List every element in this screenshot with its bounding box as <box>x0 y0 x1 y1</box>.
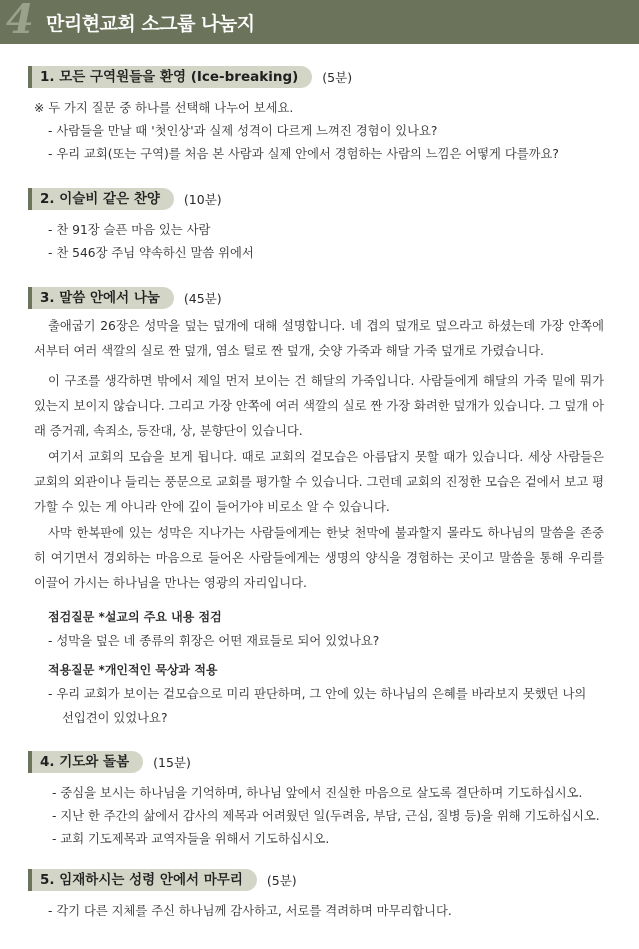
section-1-heading <box>28 66 352 88</box>
list-item: - 중심을 보시는 하나님을 기억하며, 하나님 앞에서 진실한 마음으로 살도록 결단하며 기도하십시오. <box>52 786 583 800</box>
body-paragraph: 여기서 교회의 모습을 보게 됩니다. 때로 교회의 겉모습은 아름답지 못할 때가 있습니다. 세상 사람들은 교회의 외관이나 들리는 풍문으로 교회를 평가할 수 있습니다. 그런데 교회의 진정한 모습은 겉에서 보고 평가할 수 있는 게 아니라 안에 깊이 들어가야 비로소 알 수 있습니다. <box>34 450 604 514</box>
section-title: 2. 이슬비 같은 찬양 <box>28 188 174 210</box>
list-item: - 지난 한 주간의 삶에서 감사의 제목과 어려웠던 일(두려움, 부담, 근심, 질병 등)을 위해 기도하십시오. <box>52 809 600 823</box>
section-title: 3. 말씀 안에서 나눔 <box>28 287 174 309</box>
page-title: 만리현교회 소그룹 나눔지 <box>46 13 255 35</box>
apply-question-title: 적용질문 *개인적인 묵상과 적용 <box>48 663 218 677</box>
section-title: 4. 기도와 돌봄 <box>28 751 143 773</box>
section-duration: (15분) <box>153 755 191 770</box>
list-item: - 교회 기도제목과 교역자들을 위해서 기도하십시오. <box>52 832 330 846</box>
section-duration: (10분) <box>183 192 222 207</box>
section-title: 5. 임재하시는 성령 안에서 마무리 <box>28 869 257 891</box>
section-duration: (5분) <box>266 873 297 888</box>
list-item: - 찬 91장 슬픈 마음 있는 사람 <box>48 223 211 237</box>
list-item: - 찬 546장 주님 약속하신 말씀 위에서 <box>48 246 254 260</box>
list-item: ※ 두 가지 질문 중 하나를 선택해 나누어 보세요. <box>34 101 294 115</box>
body-paragraph: 출애굽기 26장은 성막을 덮는 덮개에 대해 설명합니다. 네 겹의 덮개로 덮으라고 하셨는데 가장 안쪽에서부터 여러 색깔의 실로 짠 덮개, 염소 털로 짠 덮개, 숫양 가죽과 해달 가죽 덮개로 가렸습니다. <box>34 319 604 358</box>
section-5-heading <box>28 869 297 891</box>
page-header <box>0 0 639 44</box>
body-paragraph: 사막 한복판에 있는 성막은 지나가는 사람들에게는 한낮 천막에 불과할지 몰라도 하나님의 말씀을 존중히 여기면서 경외하는 마음으로 들어온 사람들에게는 생명의 양식을 경험하는 곳이고 말씀을 통해 우리를 이끌어 가시는 하나님을 만나는 영광의 자리입니다. <box>34 526 604 590</box>
section-title: 1. 모든 구역원들을 환영 (Ice-breaking) <box>28 66 312 88</box>
section-duration: (5분) <box>322 70 353 85</box>
section-3-heading <box>28 287 222 309</box>
check-question: - 성막을 덮은 네 종류의 휘장은 어떤 재료들로 되어 있었나요? <box>48 634 380 648</box>
list-item: - 사람들을 만날 때 '첫인상'과 실제 성격이 다르게 느껴진 경험이 있나요? <box>48 124 438 138</box>
body-paragraph: 이 구조를 생각하면 밖에서 제일 먼저 보이는 건 해달의 가죽입니다. 사람들에게 해달의 가죽 밑에 뭐가 있는지 보이지 않습니다. 그리고 가장 안쪽에 여러 색깔의 실로 짠 가장 화려한 덮개가 있습니다. 그 덮개 아래 증거궤, 속죄소, 등잔대, 상, 분향단이 있습니다. <box>34 374 604 438</box>
apply-question-cont: 선입견이 있었나요? <box>62 711 168 725</box>
check-question-title: 점검질문 *설교의 주요 내용 점검 <box>48 610 222 624</box>
section-2-heading <box>28 188 222 210</box>
section-duration: (45분) <box>183 291 222 306</box>
apply-question: - 우리 교회가 보이는 겉모습으로 미리 판단하며, 그 안에 있는 하나님의 은혜를 바라보지 못했던 나의 <box>48 687 587 701</box>
chapter-number: 4 <box>6 0 34 43</box>
section-4-heading <box>28 751 191 773</box>
list-item: - 각기 다른 지체를 주신 하나님께 감사하고, 서로를 격려하며 마무리합니다. <box>48 904 452 918</box>
list-item: - 우리 교회(또는 구역)를 처음 본 사람과 실제 안에서 경험하는 사람의 느낌은 어떻게 다를까요? <box>48 147 559 161</box>
